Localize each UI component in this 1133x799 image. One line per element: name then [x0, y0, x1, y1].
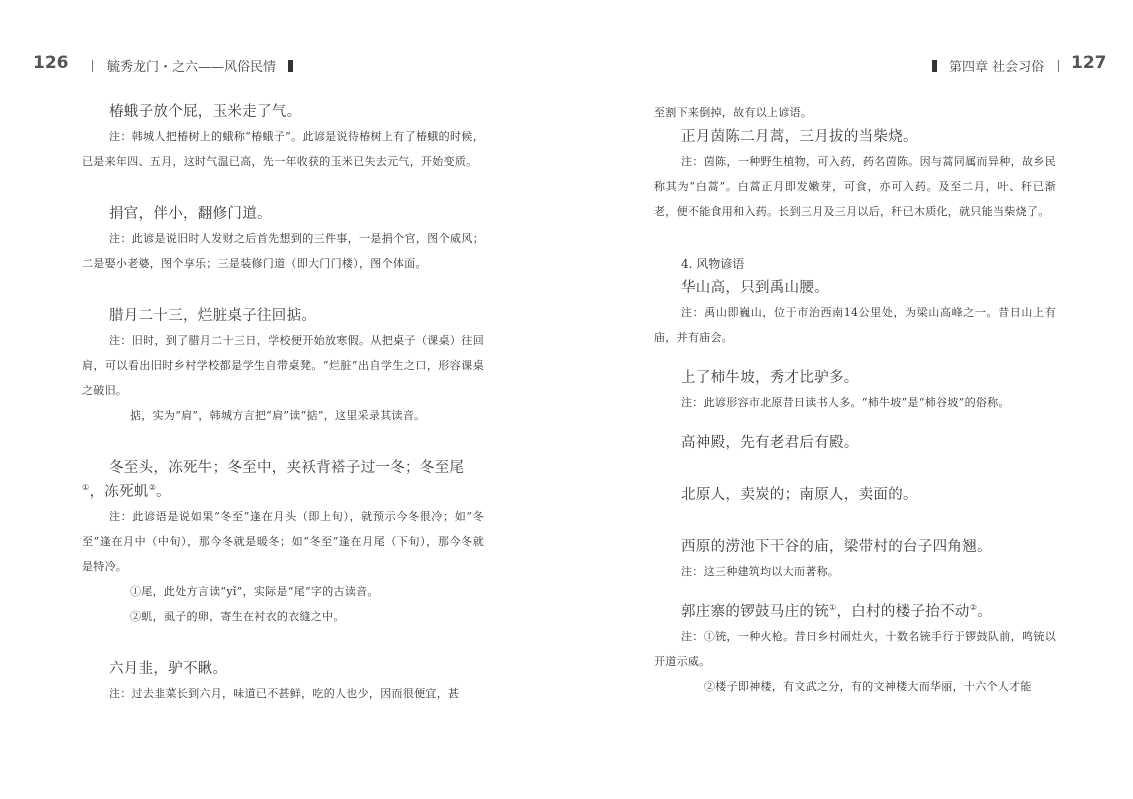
proverb-note: 注：禹山即巍山，位于市治西南14公里处，为梁山高峰之一。昔日山上有庙，并有庙会。: [654, 306, 1056, 344]
proverb-text: ，白村的楼子抬不动: [836, 604, 970, 620]
header-title-left: 毓秀龙门・之六——风俗民情: [107, 60, 277, 75]
header-divider: [1058, 60, 1059, 72]
left-page-body: [82, 100, 484, 706]
page-number-left: 126: [33, 53, 69, 73]
running-header-left: [78, 56, 305, 75]
proverb-note: 注：此谚形容市北原昔日读书人多。“柿牛坡”是“柿谷坡”的俗称。: [681, 396, 1010, 409]
header-divider: [92, 60, 93, 72]
continued-text: 至割下来倒掉，故有以上谚语。: [654, 106, 813, 119]
proverb-note: 注：此谚语是说如果“冬至”逢在月头（即上旬），就预示今冬很冷；如“冬至”逢在月中（中旬），那今冬就是暖冬；如“冬至”逢在月尾（下旬），那今冬就是特冷。: [82, 510, 484, 573]
header-block-mark: [932, 60, 937, 72]
footnote-marker: ②: [969, 603, 978, 613]
proverb-text: 。: [977, 604, 992, 620]
proverb: 华山高，只到禹山腰。: [681, 280, 829, 296]
proverb-note: 注：旧时，到了腊月二十三日，学校便开始放寒假。从把桌子（课桌）往回肩，可以看出旧时乡村学校都是学生自带桌凳。“烂脏”出自学生之口，形容课桌之破旧。: [82, 334, 484, 397]
footnote-marker: ①: [829, 603, 837, 613]
proverb: [654, 600, 1056, 624]
proverb-note: 注：此谚是说旧时人发财之后首先想到的三件事，一是捐个官，图个威风；二是娶小老婆，图个享乐；三是装修门道（即大门门楼），图个体面。: [82, 232, 484, 270]
proverb: 捐官，伴小，翻修门道。: [109, 206, 272, 222]
proverb: [82, 456, 484, 504]
proverb: 正月茵陈二月蒿，三月拔的当柴烧。: [681, 129, 918, 145]
proverb-note: 注：茵陈，一种野生植物，可入药，药名茵陈。因与蒿同属而异种，故乡民称其为“白蒿”。白蒿正月即发嫩芽，可食，亦可入药。及至二月，叶、秆已渐老，便不能食用和入药。长到三月及三月以后，秆已木质化，就只能当柴烧了。: [654, 155, 1056, 218]
proverb: 腊月二十三，烂脏桌子往回掂。: [109, 308, 317, 324]
proverb: 六月韭，驴不瞅。: [109, 661, 228, 677]
footnote-marker: ①: [82, 483, 90, 493]
section-heading: 4. 风物谚语: [681, 257, 745, 271]
proverb: 西原的涝池下干谷的庙，梁带村的台子四角翘。: [681, 539, 992, 555]
proverb-text: 。: [156, 484, 171, 500]
proverb-note: 注：韩城人把椿树上的蛾称“椿蛾子”。此谚是说待椿树上有了椿蛾的时候，已是来年四、五月，这时气温已高，先一年收获的玉米已失去元气，开始变质。: [82, 130, 484, 168]
proverb: 高神殿，先有老君后有殿。: [681, 435, 859, 451]
footnote: ②楼子即神楼，有文武之分，有的文神楼大而华丽，十六个人才能: [704, 680, 1032, 693]
proverb-note: 注：这三种建筑均以大而著称。: [681, 565, 840, 578]
footnote-marker: ②: [148, 483, 157, 493]
footnote: ①尾，此处方言读“yǐ”，实际是“尾”字的古读音。: [130, 585, 379, 598]
proverb: 椿蛾子放个屁，玉米走了气。: [109, 104, 302, 120]
proverb: 北原人，卖炭的；南原人，卖面的。: [681, 487, 918, 503]
page-number-right: 127: [1071, 53, 1107, 73]
proverb-text: ，冻死虮: [89, 484, 149, 500]
proverb: 上了柿牛坡，秀才比驴多。: [681, 370, 859, 386]
header-title-right: 第四章 社会习俗: [949, 60, 1045, 75]
proverb-note: 注：过去韭菜长到六月，味道已不甚鲜，吃的人也少，因而很便宜，甚: [109, 687, 460, 700]
header-block-mark: [288, 60, 293, 72]
proverb-text: 冬至头，冻死牛；冬至中，夹袄背褡子过一冬；冬至尾: [109, 460, 465, 476]
proverb-text: 郭庄寨的锣鼓马庄的铳: [681, 604, 829, 620]
running-header-right: [920, 56, 1073, 75]
proverb-subnote: 掂，实为“肩”，韩城方言把“肩”读“掂”，这里采录其读音。: [130, 409, 426, 422]
footnote: ②虮，虱子的卵，寄生在衬衣的衣缝之中。: [130, 610, 345, 623]
proverb-note: 注：①铳，一种火枪。昔日乡村闹灶火，十数名铳手行于锣鼓队前，鸣铳以开道示威。: [654, 630, 1056, 668]
right-page-body: [654, 100, 1056, 699]
